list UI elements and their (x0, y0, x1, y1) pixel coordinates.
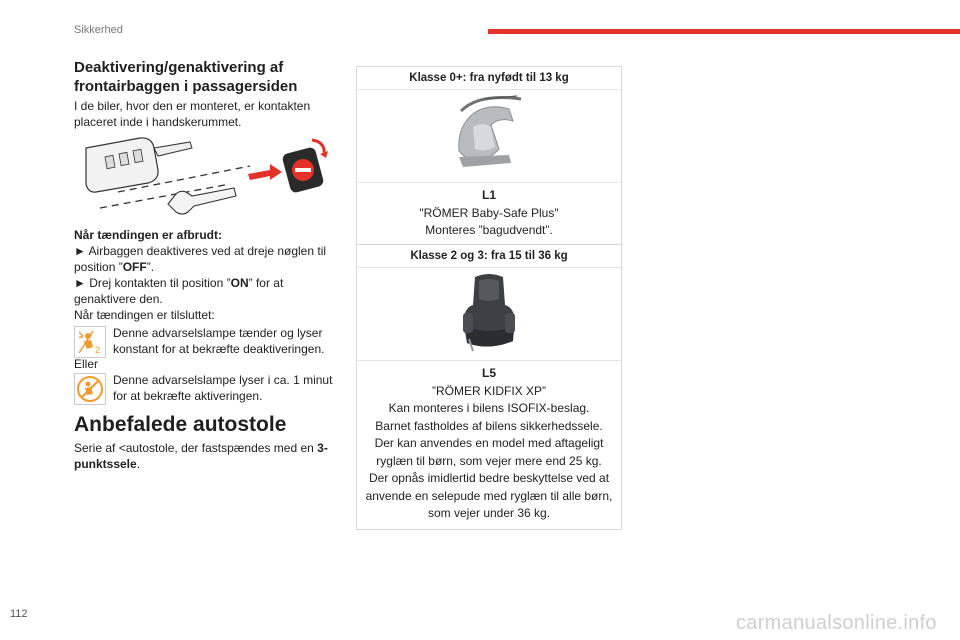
bullet-deactivate-post: ”. (146, 260, 155, 274)
airbag-heading: Deaktivering/genaktivering af frontairbaggen i passagersiden (74, 59, 298, 95)
recommended-seats-bold: 3-punktssele (74, 441, 328, 471)
card-body (357, 183, 621, 246)
bullet-reactivate-pre: ► Drej kontakten til position ” (74, 276, 231, 290)
card-line: ”RÖMER KIDFIX XP” (431, 383, 546, 398)
recommended-seats-text (74, 440, 344, 472)
bullet-reactivate-post: ” for at genaktivere den. (74, 276, 284, 306)
card-line: Monteres ”bagudvendt”. (425, 223, 553, 237)
page-number: 112 (10, 608, 28, 620)
recommended-seats-pre: Serie af <autostole, der fastspændes med en (74, 441, 318, 455)
card-line: Der kan anvendes en model med aftageligt ryglæn til børn, som vejer mere end 25 kg. (374, 436, 604, 468)
lamp-activation-text: Denne advarselslampe lyser i ca. 1 minut for at bekræfte aktiveringen. (113, 373, 333, 403)
airbag-off-lamp-icon (74, 326, 106, 358)
header-accent-bar (488, 29, 960, 34)
card-line: Barnet fastholdes af bilens sikkerhedssele. (375, 418, 603, 433)
bullet-deactivate-pre: ► Airbaggen deaktiveres ved at dreje nøglen til position ” (74, 244, 327, 274)
airbag-on-lamp-icon (74, 373, 106, 405)
card-code: L5 (481, 366, 496, 380)
bullet-reactivate-on: ON (230, 276, 249, 290)
booster-seat-image (357, 268, 621, 361)
card-title: Klasse 0+: fra nyfødt til 13 kg (357, 67, 621, 90)
lamp-deactivation-text: Denne advarselslampe tænder og lyser konstant for at bekræfte deaktiveringen. (113, 326, 325, 356)
recommended-seats-post: . (136, 457, 141, 471)
card-line: Kan monteres i bilens ISOFIX-beslag. (388, 401, 590, 415)
bullet-reactivate (74, 275, 344, 307)
recommended-seats-heading: Anbefalede autostole (74, 413, 287, 436)
running-header: Sikkerhed (74, 24, 123, 36)
card-code: L1 (481, 188, 496, 202)
baby-seat-image (357, 90, 621, 183)
ignition-on-label: Når tændingen er tilsluttet: (74, 308, 215, 322)
watermark: carmanualsonline.info (736, 612, 937, 634)
svg-text:2: 2 (95, 345, 101, 355)
child-seat-card-l1 (356, 66, 622, 247)
card-line: Der opnås imidlertid bedre beskyttelse ved at anvende en selepude med ryglæn til alle børn, som vejer under 36 kg. (365, 471, 613, 520)
bullet-deactivate (74, 243, 344, 275)
bullet-deactivate-off: OFF (122, 260, 147, 274)
key-switch-illustration (80, 134, 330, 220)
ignition-off-label: Når tændingen er afbrudt: (74, 228, 223, 242)
card-title: Klasse 2 og 3: fra 15 til 36 kg (357, 245, 621, 268)
or-label: Eller (74, 357, 99, 371)
airbag-intro: I de biler, hvor den er monteret, er kontakten placeret inde i handskerummet. (74, 99, 311, 129)
card-body (357, 361, 621, 529)
card-line: "RÖMER Baby-Safe Plus" (419, 205, 559, 220)
child-seat-card-l5 (356, 244, 622, 530)
